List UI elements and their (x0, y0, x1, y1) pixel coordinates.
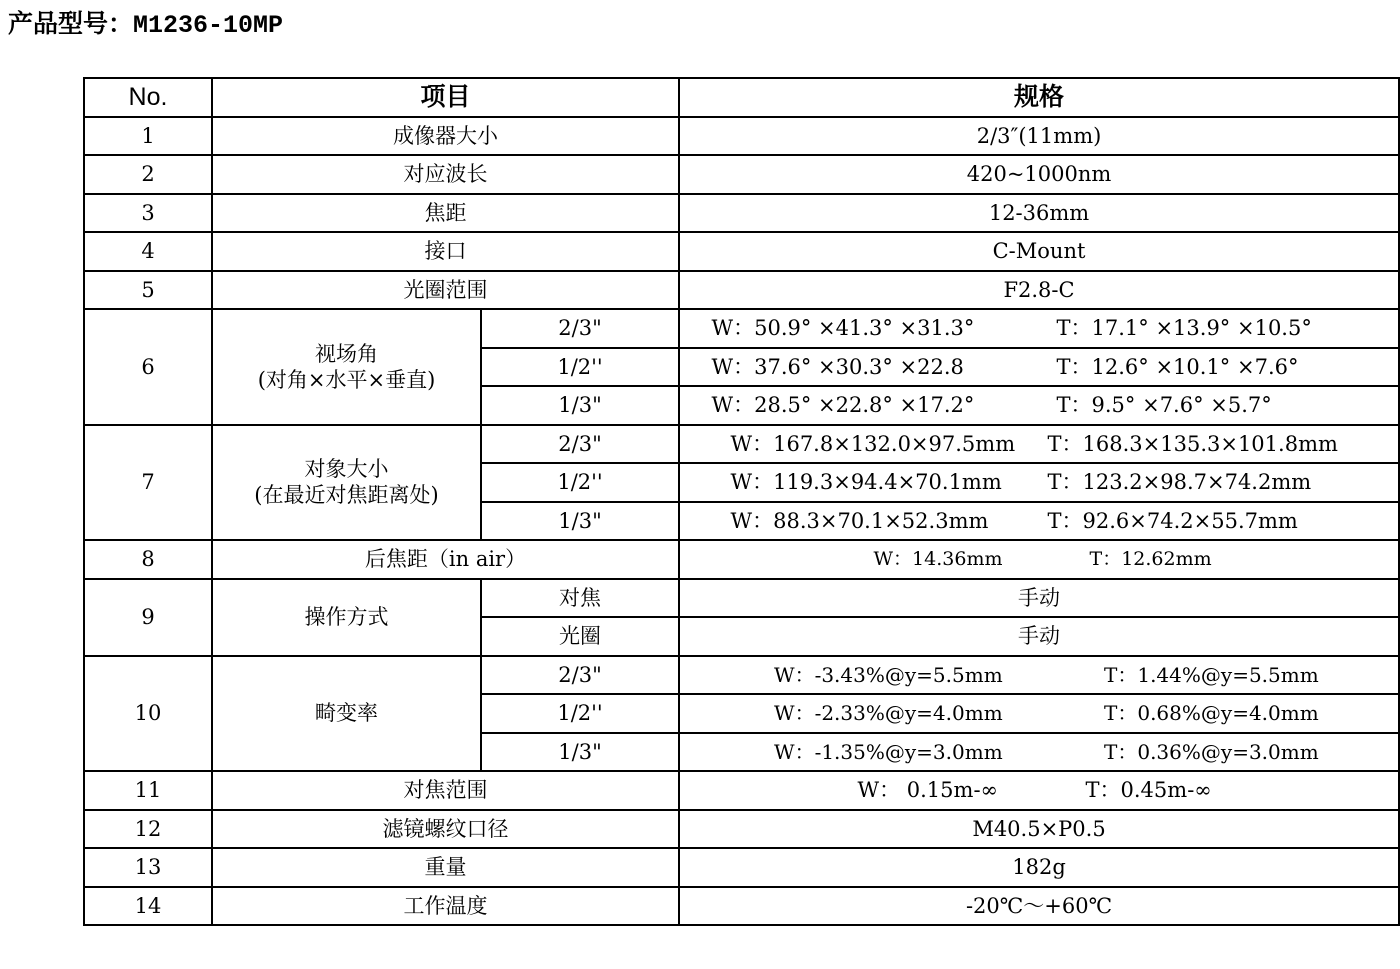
row-item: 后焦距（in air） (212, 540, 679, 579)
row-sub-format: 1/2'' (481, 348, 679, 387)
spec-wide: W：37.6° ×30.3° ×22.8 (711, 354, 964, 379)
spec-tele: T：0.68%@y=4.0mm (1104, 701, 1319, 726)
row-spec: -20℃～+60℃ (679, 887, 1399, 926)
model-number: M1236-10MP (133, 11, 284, 40)
spec-tele: T：12.6° ×10.1° ×7.6° (1056, 354, 1299, 379)
row-number: 10 (84, 656, 212, 772)
header-item: 项目 (212, 78, 679, 117)
row-sub-format: 1/3" (481, 386, 679, 425)
row-item: 重量 (212, 848, 679, 887)
row-item-line2: (在最近对焦距离处) (254, 483, 439, 508)
row-spec: 420~1000nm (679, 155, 1399, 194)
table-row (84, 579, 1399, 618)
row-spec: 12-36mm (679, 194, 1399, 233)
spec-wide: W：28.5° ×22.8° ×17.2° (711, 393, 975, 418)
spec-tele: T：123.2×98.7×74.2mm (1047, 470, 1312, 495)
table-row (84, 309, 1399, 348)
row-spec: 手动 (679, 579, 1399, 618)
spec-wide: W：-3.43%@y=5.5mm (774, 662, 1003, 687)
table-row (84, 425, 1399, 464)
row-item (212, 425, 481, 541)
row-number: 3 (84, 194, 212, 233)
row-number: 8 (84, 540, 212, 579)
table-row (84, 232, 1399, 271)
table-row (84, 848, 1399, 887)
row-number: 13 (84, 848, 212, 887)
row-spec: 2/3″(11mm) (679, 117, 1399, 156)
row-item: 工作温度 (212, 887, 679, 926)
row-number: 14 (84, 887, 212, 926)
row-number: 11 (84, 771, 212, 810)
spec-tele: T：12.62mm (1089, 548, 1212, 571)
table-row (84, 771, 1399, 810)
table-row (84, 540, 1399, 579)
row-number: 7 (84, 425, 212, 541)
table-row (84, 656, 1399, 695)
row-item-line2: (对角×水平×垂直) (257, 367, 436, 392)
spec-tele: T：168.3×135.3×101.8mm (1047, 431, 1338, 456)
table-row (84, 887, 1399, 926)
row-spec: 182g (679, 848, 1399, 887)
row-sub-format: 1/2'' (481, 463, 679, 502)
row-item-line1: 视场角 (315, 341, 378, 366)
row-number: 12 (84, 810, 212, 849)
row-spec: M40.5×P0.5 (679, 810, 1399, 849)
spec-wide: W：-2.33%@y=4.0mm (774, 701, 1003, 726)
row-item: 成像器大小 (212, 117, 679, 156)
row-sub-format: 对焦 (481, 579, 679, 618)
table-row (84, 155, 1399, 194)
row-sub-format: 2/3" (481, 656, 679, 695)
spec-table (83, 77, 1400, 926)
row-spec (679, 502, 1399, 541)
spec-tele: T：0.45m-∞ (1085, 778, 1212, 803)
row-item: 畸变率 (212, 656, 481, 772)
row-item: 对应波长 (212, 155, 679, 194)
row-spec: C-Mount (679, 232, 1399, 271)
row-spec (679, 771, 1399, 810)
row-item: 对焦范围 (212, 771, 679, 810)
row-sub-format: 1/3" (481, 502, 679, 541)
row-number: 6 (84, 309, 212, 425)
row-number: 2 (84, 155, 212, 194)
row-item (212, 309, 481, 425)
row-spec (679, 540, 1399, 579)
spec-wide: W： 0.15m-∞ (857, 778, 999, 803)
spec-tele: T：17.1° ×13.9° ×10.5° (1056, 316, 1312, 341)
row-number: 9 (84, 579, 212, 656)
row-sub-format: 2/3" (481, 309, 679, 348)
spec-tele: T：92.6×74.2×55.7mm (1047, 508, 1298, 533)
table-row (84, 810, 1399, 849)
row-spec (679, 694, 1399, 733)
row-item: 焦距 (212, 194, 679, 233)
row-item: 光圈范围 (212, 271, 679, 310)
row-sub-format: 1/2'' (481, 694, 679, 733)
row-sub-format: 2/3" (481, 425, 679, 464)
row-sub-format: 光圈 (481, 617, 679, 656)
spec-wide: W：88.3×70.1×52.3mm (730, 508, 989, 533)
row-spec (679, 656, 1399, 695)
row-spec (679, 463, 1399, 502)
row-item: 接口 (212, 232, 679, 271)
page-title (8, 4, 283, 46)
row-item: 操作方式 (212, 579, 481, 656)
table-header-row (84, 78, 1399, 117)
row-number: 4 (84, 232, 212, 271)
row-spec (679, 386, 1399, 425)
row-spec (679, 733, 1399, 772)
row-spec: F2.8-C (679, 271, 1399, 310)
header-spec: 规格 (679, 78, 1399, 117)
spec-wide: W：167.8×132.0×97.5mm (730, 431, 1016, 456)
row-item-line1: 对象大小 (304, 457, 389, 482)
table-row (84, 271, 1399, 310)
title-label: 产品型号： (8, 9, 134, 38)
row-spec (679, 425, 1399, 464)
row-sub-format: 1/3" (481, 733, 679, 772)
row-number: 5 (84, 271, 212, 310)
header-no: No. (84, 78, 212, 117)
table-row (84, 194, 1399, 233)
row-item: 滤镜螺纹口径 (212, 810, 679, 849)
row-spec (679, 348, 1399, 387)
spec-wide: W：14.36mm (873, 548, 1003, 571)
spec-tele: T：9.5° ×7.6° ×5.7° (1056, 393, 1272, 418)
spec-tele: T：1.44%@y=5.5mm (1104, 662, 1319, 687)
spec-wide: W：50.9° ×41.3° ×31.3° (711, 316, 975, 341)
row-spec (679, 309, 1399, 348)
row-number: 1 (84, 117, 212, 156)
table-row (84, 117, 1399, 156)
row-spec: 手动 (679, 617, 1399, 656)
spec-wide: W：-1.35%@y=3.0mm (774, 739, 1003, 764)
spec-tele: T：0.36%@y=3.0mm (1104, 739, 1319, 764)
spec-wide: W：119.3×94.4×70.1mm (730, 470, 1002, 495)
